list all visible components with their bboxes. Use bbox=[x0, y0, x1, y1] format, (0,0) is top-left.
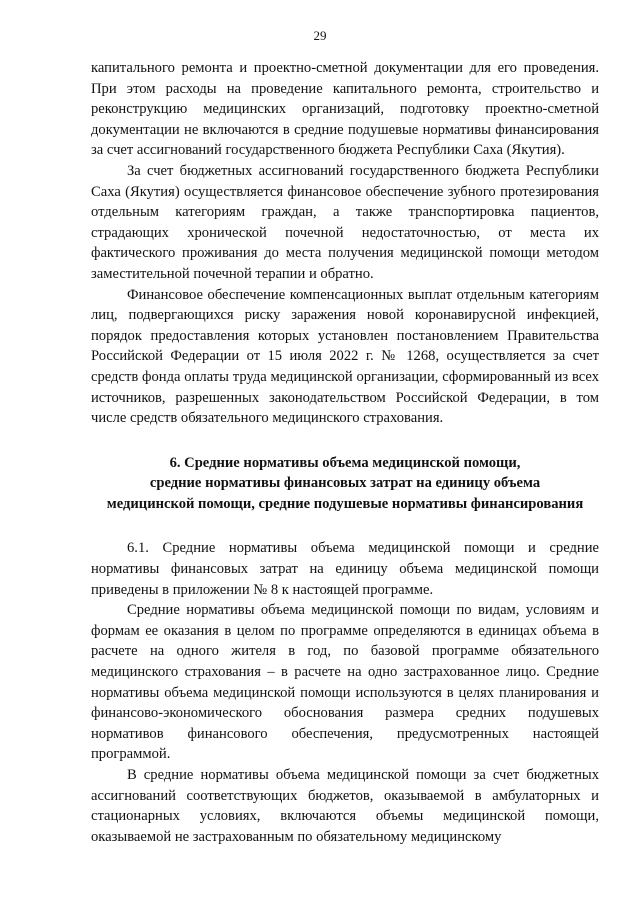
paragraph-continuation: капитального ремонта и проектно-сметной документации для его проведения. При этом расходы на проведение капитального ремонта, строительство и реконструкцию медицинских организаций, подготовку проектно-сметной документации не включаются в средние подушевые нормативы финансирования за счет ассигнований государственного бюджета Республики Саха (Якутия). bbox=[91, 60, 599, 159]
paragraph: 6.1. Средние нормативы объема медицинской помощи и средние нормативы финансовых затрат на единицу объема медицинской помощи приведены в приложении № 8 к настоящей программе. bbox=[91, 540, 599, 598]
paragraph: Финансовое обеспечение компенсационных выплат отдельным категориям лиц, подвергающихся риску заражения новой коронавирусной инфекцией, порядок предоставления которых установлен постановлением Правительства Российской Федерации от 15 июля 2022 г. № 1268, осуществляется за счет средств фонда оплаты труда медицинской организации, сформированный из всех источников, разрешенных законодательством Российской Федерации, в том числе средств обязательного медицинского страхования. bbox=[91, 286, 599, 427]
paragraph: За счет бюджетных ассигнований государственного бюджета Республики Саха (Якутия) осуществляется финансовое обеспечение зубного протезирования отдельным категориям граждан, а также транспортировка пациентов, страдающих хронической почечной недостаточностью, от места их фактического проживания до места получения медицинской помощи методом заместительной почечной терапии и обратно. bbox=[91, 162, 599, 282]
document-body bbox=[91, 58, 599, 847]
section-heading-line: медицинской помощи, средние подушевые нормативы финансирования bbox=[106, 495, 584, 512]
section-heading-line: средние нормативы финансовых затрат на единицу объема bbox=[149, 475, 541, 492]
paragraph: Средние нормативы объема медицинской помощи по видам, условиям и формам ее оказания в целом по программе определяются в единицах объема в расчете на одного жителя в год, по базовой программе обязательного медицинского страхования – в расчете на одно застрахованное лицо. Средние нормативы объема медицинской помощи используются в целях планирования и финансово-экономического обоснования размера средних подушевых нормативов финансового обеспечения, предусмотренных настоящей программой. bbox=[91, 602, 599, 763]
paragraph: В средние нормативы объема медицинской помощи за счет бюджетных ассигнований соответствующих бюджетов, оказываемой в амбулаторных и стационарных условиях, включаются объемы медицинской помощи, оказываемой не застрахованным по обязательному медицинскому bbox=[91, 767, 599, 845]
section-heading-line: 6. Средние нормативы объема медицинской помощи, bbox=[169, 454, 521, 471]
page-number: 29 bbox=[313, 28, 327, 43]
section-heading bbox=[91, 453, 599, 515]
